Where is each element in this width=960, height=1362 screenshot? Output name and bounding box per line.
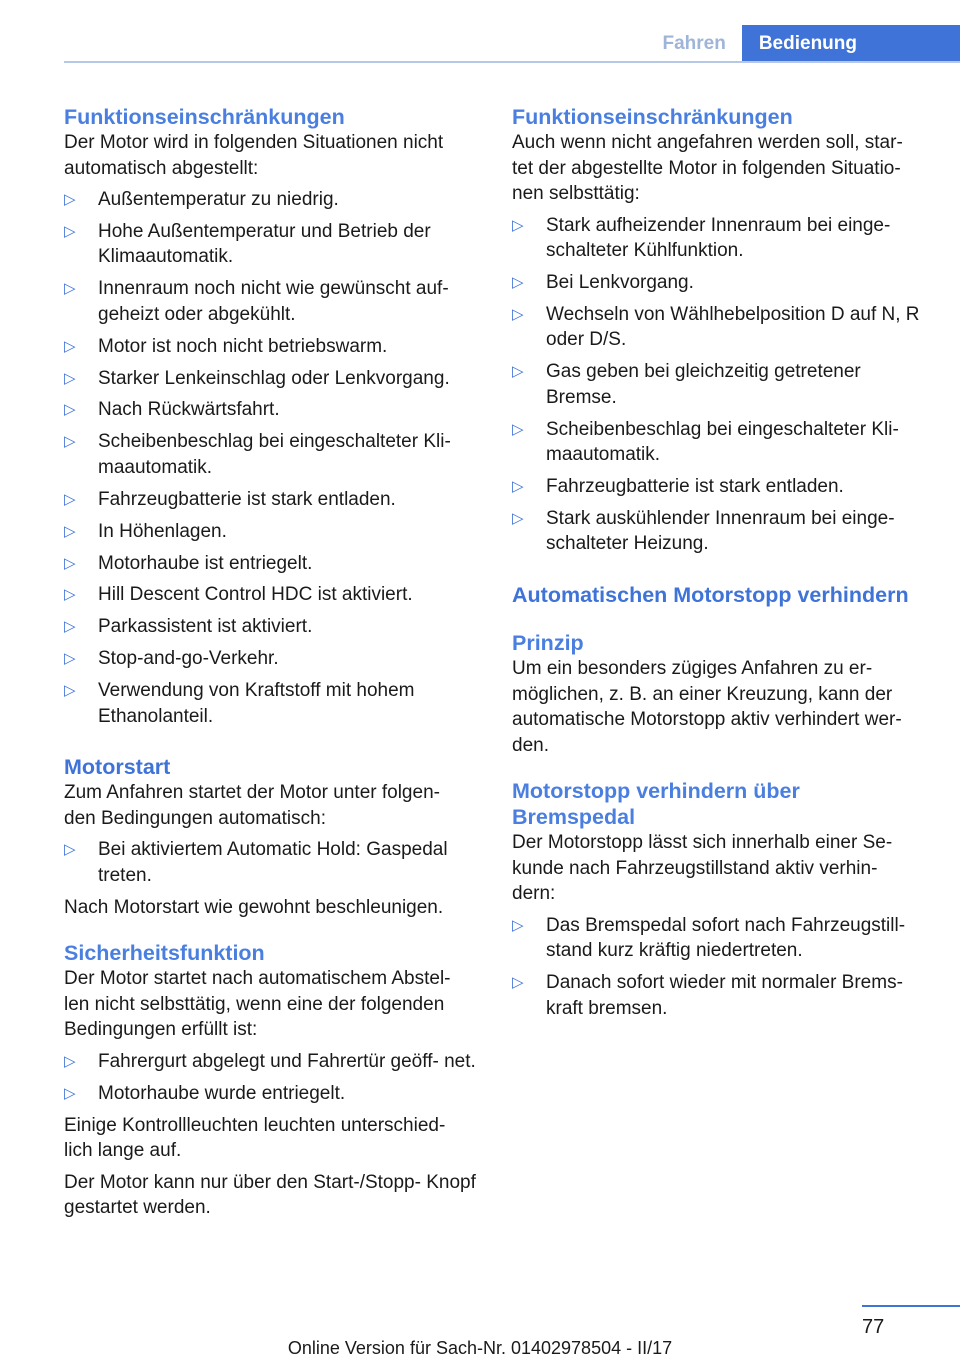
list-item-text: Fahrergurt abgelegt und Fahrertür geöff‐ net. (98, 1050, 476, 1072)
bullet-triangle-icon: ▷ (512, 363, 524, 381)
paragraph: Der Motor startet nach automatischem Abstel‐ len nicht selbsttätig, wenn eine der folgenden Bedingungen erfüllt ist: (64, 968, 451, 1041)
list-item-text: Motor ist noch nicht betriebswarm. (98, 335, 388, 357)
paragraph: Einige Kontrollleuchten leuchten unterschied‐ lich lange auf. (64, 1114, 446, 1162)
bullet-triangle-icon: ▷ (64, 841, 76, 859)
bullet-list (64, 1049, 476, 1106)
list-item-text: Wechseln von Wählhebelposition D auf N, R oder D/S. (546, 303, 920, 351)
list-item-text: Das Bremspedal sofort nach Fahrzeugstill‐ stand kurz kräftig niedertreten. (546, 914, 906, 962)
bullet-triangle-icon: ▷ (64, 1052, 76, 1070)
paragraph: Um ein besonders zügiges Anfahren zu er‐ möglichen, z. B. an einer Kreuzung, kann der automatische Motorstopp aktiv verhindert wer‐ den. (512, 658, 902, 756)
bullet-triangle-icon: ▷ (512, 974, 524, 992)
list-item-text: Scheibenbeschlag bei eingeschalteter Kli‐ maautomatik. (546, 418, 899, 466)
bullet-triangle-icon: ▷ (512, 216, 524, 234)
list-item (64, 397, 476, 423)
list-item (64, 366, 476, 392)
list-item-text: Gas geben bei gleichzeitig getretener Bremse. (546, 361, 861, 408)
list-item-text: In Höhenlagen. (98, 520, 227, 542)
bullet-triangle-icon: ▷ (64, 337, 76, 355)
section-heading-motorstopp-verhindern-bremspedal: Motorstopp verhindern über Bremspedal (512, 779, 800, 830)
list-item (64, 334, 476, 360)
list-item (512, 359, 924, 410)
list-item-text: Stark aufheizender Innenraum bei einge‐ schalteter Kühlfunktion. (546, 214, 891, 261)
list-item-text: Fahrzeugbatterie ist stark entladen. (546, 475, 844, 497)
paragraph: Zum Anfahren startet der Motor unter folgen‐ den Bedingungen automatisch: (64, 782, 440, 829)
bullet-triangle-icon: ▷ (64, 433, 76, 451)
bullet-triangle-icon: ▷ (64, 586, 76, 604)
bullet-triangle-icon: ▷ (64, 191, 76, 208)
section-heading-funktionseinschraenkungen-2: Funktionseinschränkungen (512, 105, 793, 129)
list-item (512, 302, 924, 353)
tab-bedienung[interactable]: Bedienung (742, 25, 960, 62)
list-item-text: Stop-and-go-Verkehr. (98, 648, 279, 670)
bullet-triangle-icon: ▷ (512, 477, 524, 495)
bullet-triangle-icon: ▷ (64, 490, 76, 508)
list-item (512, 474, 924, 500)
list-item-text: Danach sofort wieder mit normaler Brems‐ kraft bremsen. (546, 972, 903, 1019)
list-item (512, 913, 924, 964)
bullet-triangle-icon: ▷ (64, 222, 76, 240)
footer-online-version: Online Version für Sach-Nr. 01402978504 - II/17 (287, 1338, 673, 1358)
list-item (64, 187, 476, 213)
list-item (64, 551, 476, 577)
list-item-text: Fahrzeugbatterie ist stark entladen. (98, 488, 396, 510)
bullet-triangle-icon: ▷ (512, 420, 524, 438)
left-column (64, 104, 476, 1221)
section-heading-prinzip: Prinzip (512, 631, 584, 656)
list-item (64, 219, 476, 270)
list-item (64, 276, 476, 327)
list-item-text: Motorhaube ist entriegelt. (98, 552, 313, 574)
bullet-triangle-icon: ▷ (64, 554, 76, 572)
tab-fahren[interactable]: Fahren (662, 33, 726, 54)
list-item (64, 582, 476, 608)
list-item-text: Motorhaube wurde entriegelt. (98, 1082, 346, 1104)
list-item-text: Scheibenbeschlag bei eingeschalteter Kli‐ maautomatik. (98, 431, 451, 478)
bullet-triangle-icon: ▷ (512, 273, 524, 291)
paragraph: Der Motor wird in folgenden Situationen nicht automatisch abgestellt: (64, 132, 444, 179)
list-item-text: Bei aktiviertem Automatic Hold: Gaspedal treten. (98, 839, 448, 886)
list-item (64, 678, 476, 729)
list-item (64, 837, 476, 888)
header-rule (64, 61, 960, 63)
bullet-triangle-icon: ▷ (64, 650, 76, 668)
list-item (64, 614, 476, 640)
list-item-text: Parkassistent ist aktiviert. (98, 616, 313, 638)
bullet-list (512, 913, 924, 1021)
list-item (64, 646, 476, 672)
bullet-triangle-icon: ▷ (64, 401, 76, 419)
section-heading-motorstart: Motorstart (64, 755, 171, 780)
bullet-triangle-icon: ▷ (64, 522, 76, 540)
bullet-triangle-icon: ▷ (512, 509, 524, 527)
list-item (512, 213, 924, 264)
paragraph: Der Motorstopp lässt sich innerhalb einer Se‐ kunde nach Fahrzeugstillstand aktiv verhin‐ dern: (512, 832, 893, 905)
list-item (64, 1081, 476, 1107)
list-item (512, 506, 924, 557)
bullet-triangle-icon: ▷ (64, 280, 76, 298)
right-column (512, 104, 924, 1028)
footer-rule (862, 1305, 960, 1307)
list-item-text: Hohe Außentemperatur und Betrieb der Klimaautomatik. (98, 220, 431, 268)
list-item (512, 970, 924, 1021)
paragraph: Auch wenn nicht angefahren werden soll, star‐ tet der abgestellte Motor in folgenden Situatio‐ nen selbsttätig: (512, 132, 903, 204)
bullet-triangle-icon: ▷ (512, 305, 524, 323)
bullet-list (64, 837, 476, 888)
section-heading-funktionseinschraenkungen: Funktionseinschränkungen (64, 105, 345, 129)
bullet-triangle-icon: ▷ (512, 916, 524, 934)
bullet-list (512, 213, 924, 557)
list-item (64, 429, 476, 480)
section-heading-sicherheitsfunktion: Sicherheitsfunktion (64, 941, 265, 966)
list-item-text: Verwendung von Kraftstoff mit hohem Ethanolanteil. (98, 680, 415, 727)
paragraph: Der Motor kann nur über den Start-/Stopp- Knopf gestartet werden. (64, 1171, 476, 1219)
bullet-list (64, 187, 476, 729)
list-item-text: Nach Rückwärtsfahrt. (98, 399, 280, 421)
list-item (64, 487, 476, 513)
bullet-triangle-icon: ▷ (64, 618, 76, 636)
list-item (512, 417, 924, 468)
chapter-tabs (644, 25, 960, 62)
list-item (512, 270, 924, 296)
bullet-triangle-icon: ▷ (64, 682, 76, 700)
list-item (64, 519, 476, 545)
list-item-text: Stark auskühlender Innenraum bei einge‐ schalteter Heizung. (546, 507, 895, 555)
list-item (64, 1049, 476, 1075)
page-number: 77 (862, 1316, 885, 1338)
list-item-text: Hill Descent Control HDC ist aktiviert. (98, 584, 413, 606)
bullet-triangle-icon: ▷ (64, 1084, 76, 1102)
list-item-text: Starker Lenkeinschlag oder Lenkvorgang. (98, 367, 450, 389)
list-item-text: Außentemperatur zu niedrig. (98, 189, 339, 210)
section-heading-automatischen-motorstopp-verhindern: Automatischen Motorstopp verhindern (512, 583, 909, 608)
paragraph: Nach Motorstart wie gewohnt beschleunigen. (64, 896, 444, 918)
bullet-triangle-icon: ▷ (64, 369, 76, 387)
list-item-text: Bei Lenkvorgang. (546, 271, 694, 293)
list-item-text: Innenraum noch nicht wie gewünscht auf‐ geheizt oder abgekühlt. (98, 278, 449, 325)
